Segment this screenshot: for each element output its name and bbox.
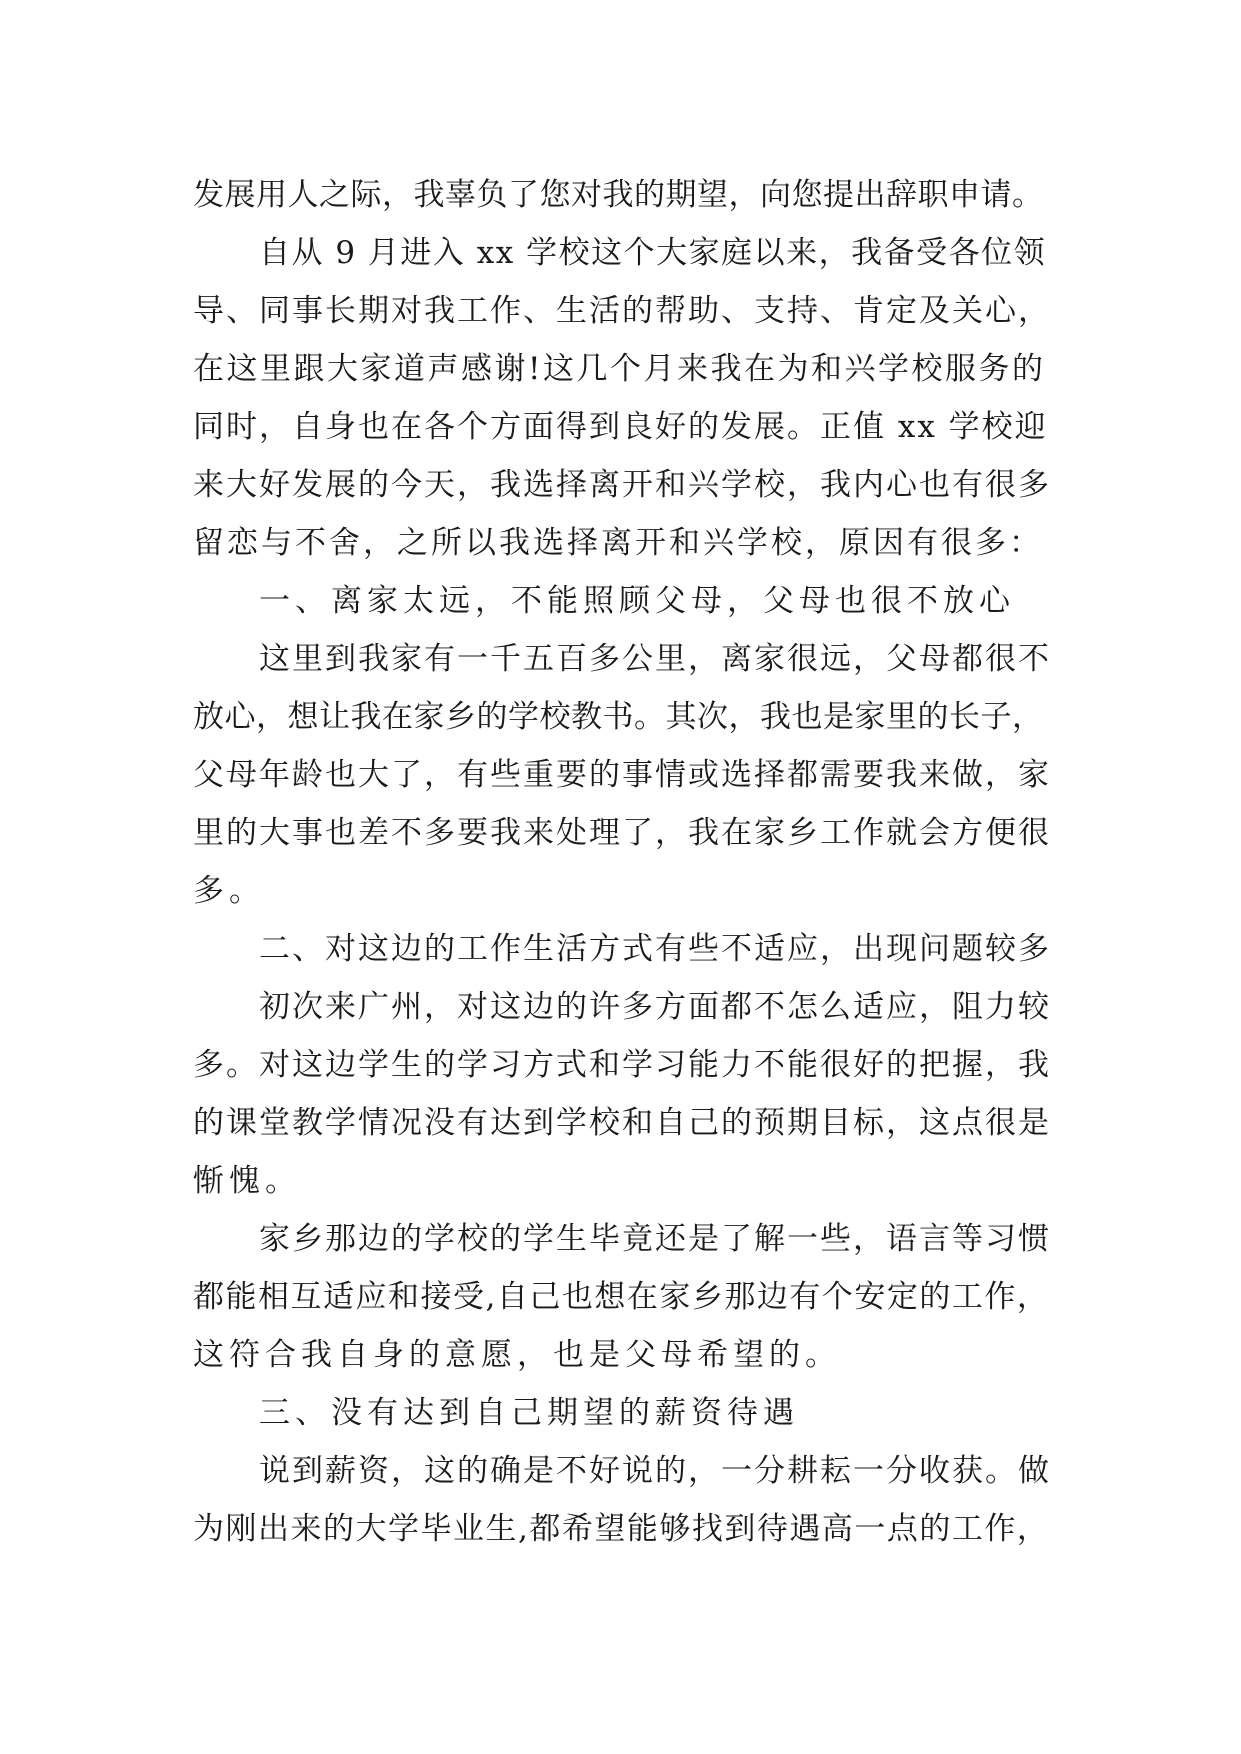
- text-line: 同时，自身也在各个方面得到良好的发展。正值 xx 学校迎: [193, 409, 1048, 445]
- document-body: [193, 166, 1053, 1558]
- text-line: 的课堂教学情况没有达到学校和自己的预期目标，这点很是: [193, 1105, 1051, 1141]
- text-line: 留恋与不舍，之所以我选择离开和兴学校，原因有很多：: [193, 525, 1043, 561]
- text-line: 为刚出来的大学毕业生,都希望能够找到待遇高一点的工作，: [193, 1511, 1050, 1547]
- text-line: 这符合我自身的意愿，也是父母希望的。: [193, 1337, 841, 1373]
- text-line: 这里到我家有一千五百多公里，离家很远，父母都很不: [259, 641, 1051, 677]
- text-line: 发展用人之际，我辜负了您对我的期望，向您提出辞职申请。: [193, 177, 1044, 213]
- text-line: 都能相互适应和接受,自己也想在家乡那边有个安定的工作，: [193, 1279, 1050, 1315]
- section-heading: 一、离家太远，不能照顾父母，父母也很不放心: [259, 583, 1015, 619]
- text-line: 来大好发展的今天，我选择离开和兴学校，我内心也有很多: [193, 467, 1051, 503]
- text-line: 自从 9 月进入 xx 学校这个大家庭以来，我备受各位领: [259, 235, 1047, 271]
- text-line: 在这里跟大家道声感谢!这几个月来我在为和兴学校服务的: [193, 351, 1046, 387]
- section-heading: 二、对这边的工作生活方式有些不适应，出现问题较多: [259, 931, 1051, 967]
- text-line: 多。对这边学生的学习方式和学习能力不能很好的把握，我: [193, 1047, 1051, 1083]
- text-line: 惭愧。: [193, 1163, 301, 1199]
- text-line: 多。: [193, 873, 265, 909]
- text-line: 家乡那边的学校的学生毕竟还是了解一些，语言等习惯: [259, 1221, 1051, 1257]
- text-line: 放心，想让我在家乡的学校教书。其次，我也是家里的长子，: [193, 699, 1044, 735]
- text-line: 父母年龄也大了，有些重要的事情或选择都需要我来做，家: [193, 757, 1051, 793]
- text-line: 导、同事长期对我工作、生活的帮助、支持、肯定及关心，: [193, 293, 1051, 329]
- text-line: 说到薪资，这的确是不好说的，一分耕耘一分收获。做: [259, 1453, 1051, 1489]
- text-line: 里的大事也差不多要我来处理了，我在家乡工作就会方便很: [193, 815, 1051, 851]
- section-heading: 三、没有达到自己期望的薪资待遇: [259, 1395, 799, 1431]
- text-line: 初次来广州，对这边的许多方面都不怎么适应，阻力较: [259, 989, 1051, 1025]
